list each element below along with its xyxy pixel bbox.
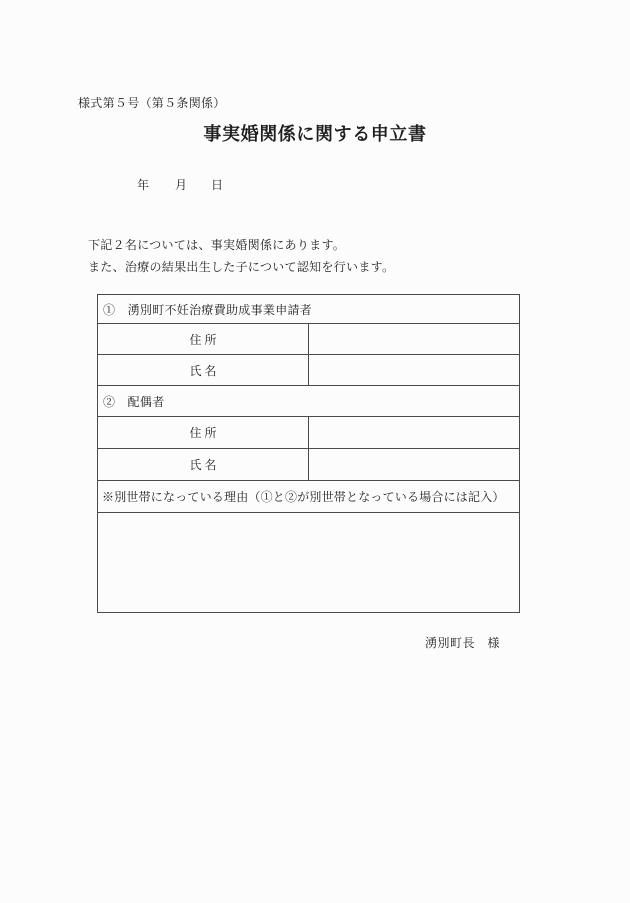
intro-text xyxy=(88,234,394,278)
date-month-label: 月 xyxy=(175,178,188,192)
table-row xyxy=(98,417,520,449)
form-table xyxy=(97,294,520,613)
page-title: 事実婚関係に関する申立書 xyxy=(203,124,427,144)
section-2-header: ② 配偶者 xyxy=(98,386,520,417)
separate-household-reason-value xyxy=(98,513,520,613)
table-row xyxy=(98,481,520,513)
table-row xyxy=(98,295,520,324)
form-number: 様式第５号（第５条関係） xyxy=(78,96,226,110)
table-row xyxy=(98,513,520,613)
separate-household-note-header: ※別世帯になっている理由（①と②が別世帯となっている場合には記入） xyxy=(98,481,520,513)
table-row xyxy=(98,449,520,481)
section-1-address-value xyxy=(309,324,520,355)
section-2-address-label: 住 所 xyxy=(98,417,309,449)
section-1-header: ① 湧別町不妊治療費助成事業申請者 xyxy=(98,295,520,324)
section-1-address-label: 住 所 xyxy=(98,324,309,355)
section-1-name-value xyxy=(309,355,520,386)
section-2-name-value xyxy=(309,449,520,481)
table-row xyxy=(98,355,520,386)
section-1-name-label: 氏 名 xyxy=(98,355,309,386)
intro-line-1: 下記２名については、事実婚関係にあります。 xyxy=(88,238,346,252)
table-row xyxy=(98,386,520,417)
date-year-label: 年 xyxy=(137,178,150,192)
date-day-label: 日 xyxy=(211,178,224,192)
section-2-address-value xyxy=(309,417,520,449)
table-row xyxy=(98,324,520,355)
section-2-name-label: 氏 名 xyxy=(98,449,309,481)
addressee: 湧別町長 様 xyxy=(425,636,501,650)
intro-line-2: また、治療の結果出生した子について認知を行います。 xyxy=(88,260,395,274)
date-line xyxy=(137,176,223,193)
